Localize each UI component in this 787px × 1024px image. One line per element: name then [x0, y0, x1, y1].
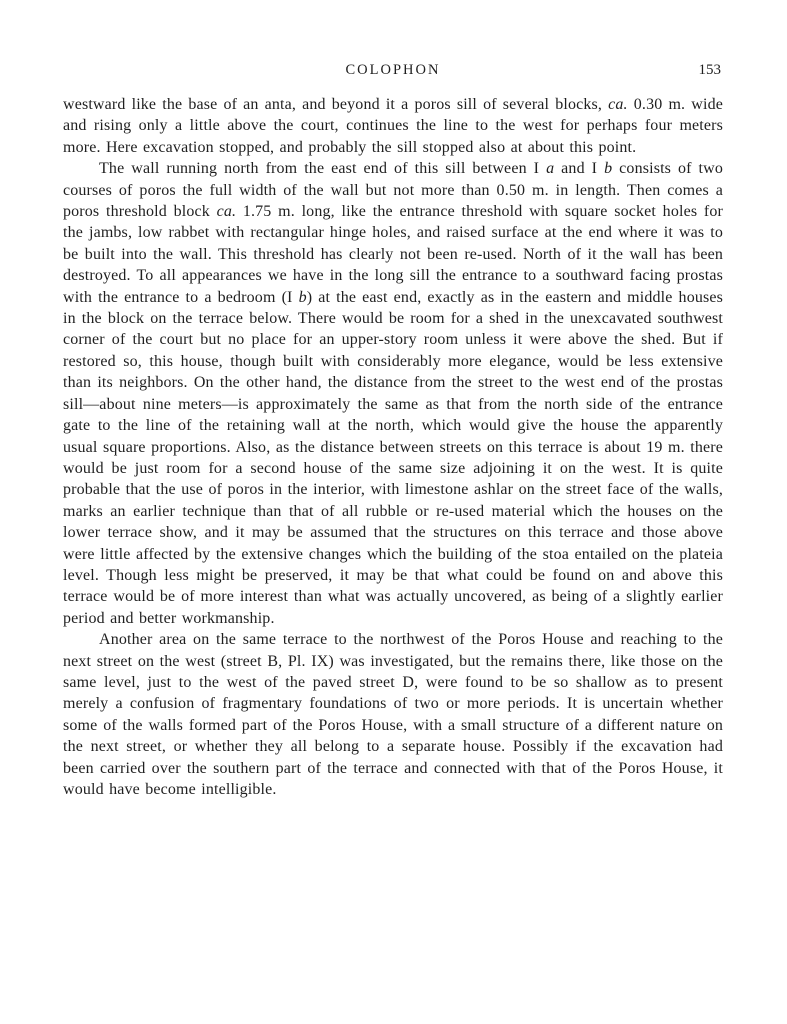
- running-head-title: COLOPHON: [345, 62, 441, 78]
- paragraph: [63, 158, 723, 629]
- text-run: 1.75 m. long, like the entrance threshold with square socket holes for the jambs, low rabbet with rectangular hinge holes, and raised surface at the end where it was to be built into the wall. This threshold has clearly not been re-used. North of it the wall has been destroyed. To all appearances we have in the long sill the entrance to a southward facing prostas with the entrance to a bedroom (I: [63, 203, 723, 306]
- paragraph: [63, 629, 723, 800]
- italic-term: ca.: [216, 203, 237, 221]
- text-run: and I: [554, 160, 605, 178]
- text-run: westward like the base of an anta, and beyond it a poros sill of several blocks,: [63, 96, 609, 113]
- text-run: consists of two courses of poros the full width of the wall but not more than 0.50 m. in length. Then comes a poros threshold block: [63, 160, 723, 221]
- italic-term: b: [298, 288, 307, 306]
- text-run: The wall running north from the east end of this sill between I: [99, 160, 547, 178]
- page-number: 153: [698, 62, 721, 78]
- italic-term: a: [546, 160, 555, 178]
- italic-term: b: [604, 160, 613, 178]
- text-run: ) at the east end, exactly as in the eastern and middle houses in the block on the terrace below. There would be room for a shed in the unexcavated southwest corner of the court but no place for an upper-story room unless it were above the shed. But if restored so, this house, though built with considerably more elegance, would be less extensive than its neighbors. On the other hand, the distance from the street to the west end of the prostas sill—about nine meters—is approximately the same as that from the north side of the entrance gate to the line of the retaining wall at the north, which would give the house the apparently usual square proportions. Also, as the distance between streets on this terrace is about 19 m. there would be just room for a second house of the same size adjoining it on the west. It is quite probable that the use of poros in the interior, with limestone ashlar on the street face of the walls, marks an earlier technique than that of all rubble or re-used material which the houses on the lower terrace show, and it may be assumed that the structures on this terrace and those above were little affected by the extensive changes which the building of the stoa entailed on the plateia level. Though less might be preserved, it may be that what could be found on and above this terrace would be of more interest than what was actually uncovered, as being of a slightly earlier period and better workmanship.: [63, 288, 724, 627]
- text-run: 0.30 m. wide and rising only a little above the court, continues the line to the west for perhaps four meters more. Here excavation stopped, and probably the sill stopped also at about this point.: [63, 96, 723, 156]
- paragraph: [63, 94, 723, 158]
- running-head: [63, 62, 723, 82]
- italic-term: ca.: [608, 96, 628, 113]
- text-run: Another area on the same terrace to the northwest of the Poros House and reaching to the next street on the west (street B, Pl. IX) was investigated, but the remains there, like those on the same level, just to the west of the paved street D, were found to be so shallow as to present merely a confusion of fragmentary foundations of two or more periods. It is uncertain whether some of the walls formed part of the Poros House, with a small structure of a different nature on the next street, or whether they all belong to a separate house. Possibly if the excavation had been carried over the southern part of the terrace and connected with that of the Poros House, it would have become intelligible.: [63, 631, 723, 798]
- page-body: [63, 94, 723, 800]
